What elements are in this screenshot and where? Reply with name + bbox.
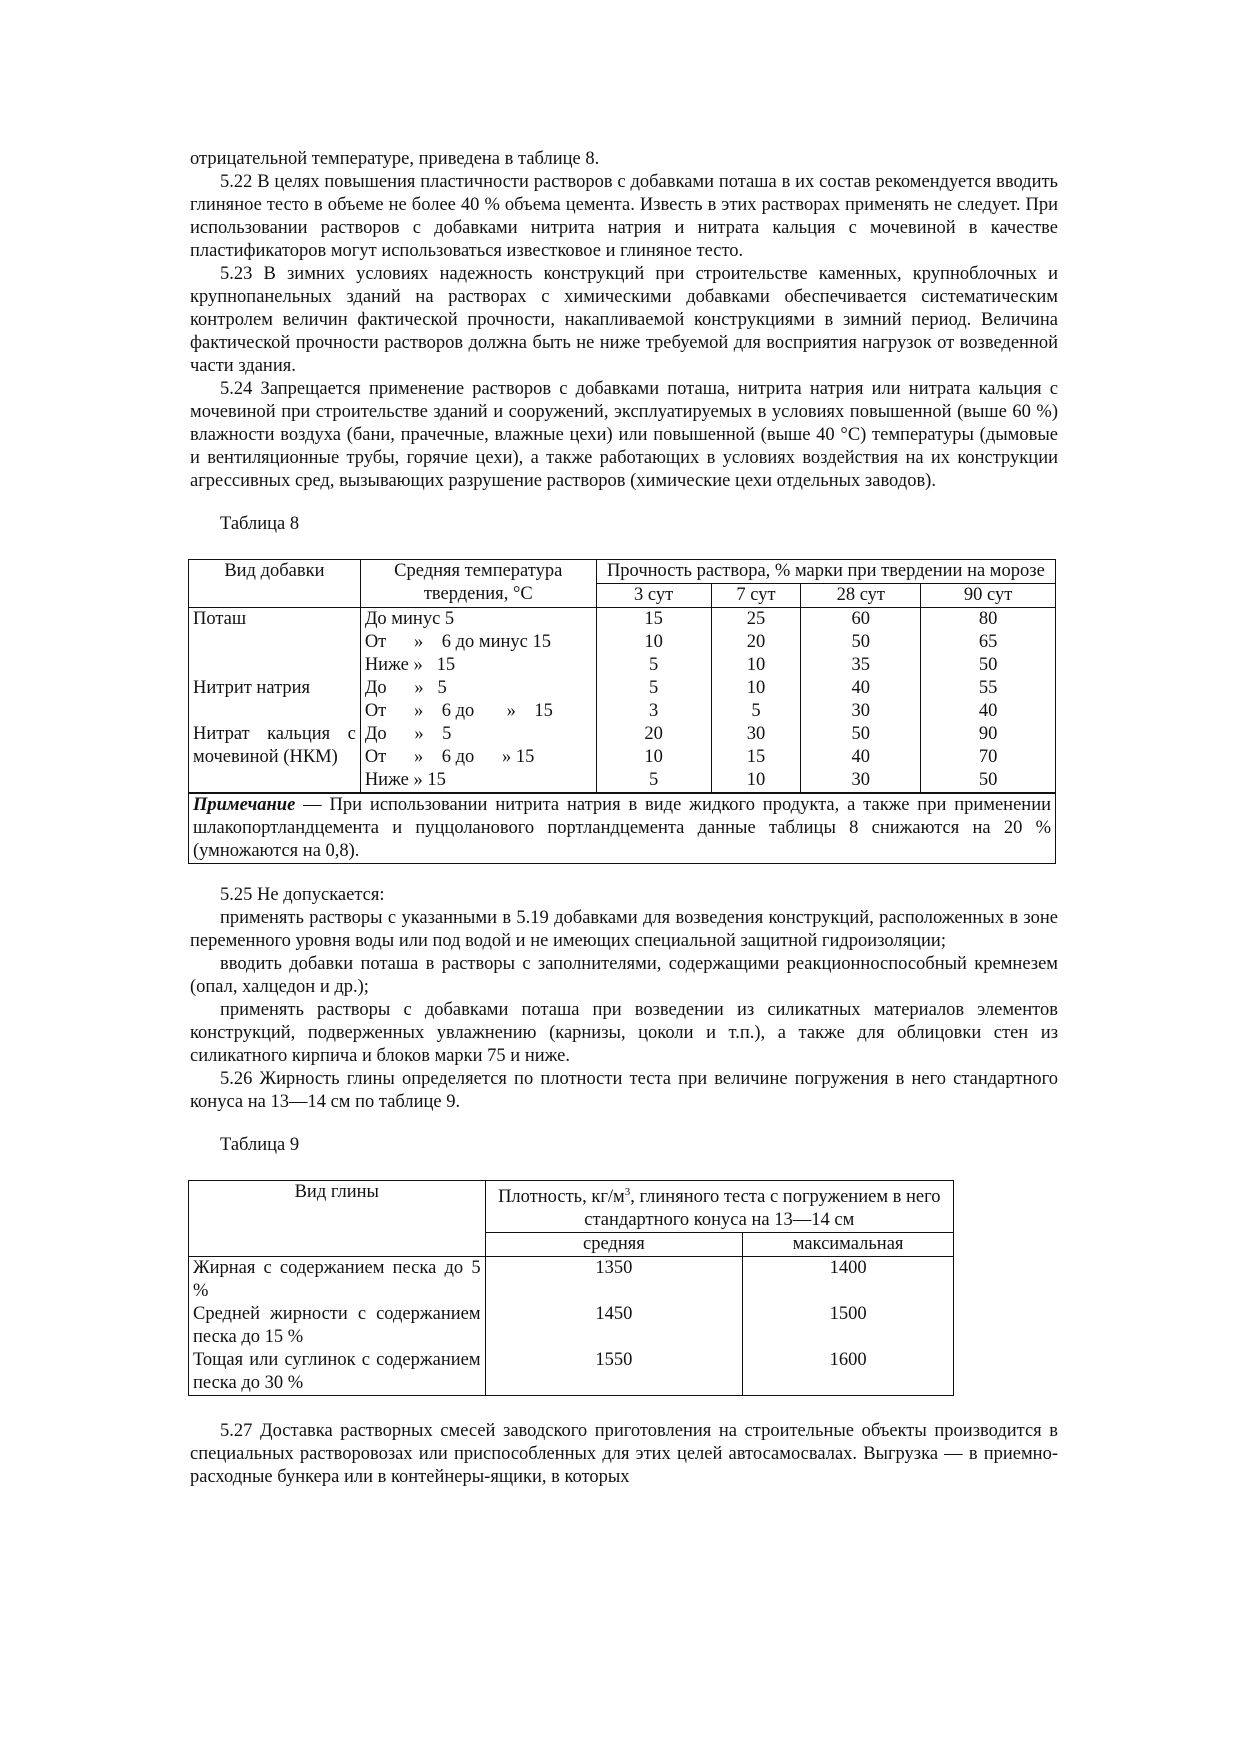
table-8-header-28d: 28 сут [801,584,921,608]
paragraph-list-item: вводить добавки поташа в растворы с заполнителями, содержащими реакционноспособный кремнезем (опал, халцедон и др.); [190,954,1058,997]
table-8-header-strength: Прочность раствора, % марки при твердении на морозе [596,560,1055,584]
table-8-header-additive: Вид добавки [189,560,361,608]
table-8-cell: 25 20 10 [711,608,801,678]
table-8-additive-sodium-nitrite: Нитрит натрия [189,677,361,723]
table-8-cell: 15 10 5 [596,608,711,678]
table-8-cell: 20 10 5 [596,723,711,793]
table-8-cell: 40 30 [801,677,921,723]
table-9 [188,1180,954,1396]
table-8-temps-sodium-nitrite: До » 5 От » 6 до » 15 [360,677,596,723]
paragraph-list-item: применять растворы с добавками поташа при возведении из силикатных материалов элементов конструкций, подверженных увлажнению (карнизы, цоколи и т.п.), а также для облицовки стен из силикатного кирпича и блоков марки 75 и ниже. [190,1000,1058,1066]
paragraph-list-item: применять растворы с указанными в 5.19 добавками для возведения конструкций, расположенных в зоне переменного уровня воды или под водой и не имеющих специальной защитной гидроизоляции; [190,908,1058,951]
paragraph-5-25: 5.25 Не допускается: [220,885,385,905]
table-8-note-text: — При использовании нитрита натрия в виде жидкого продукта, а также при применении шлакопортландцемента и пуццоланового портландцемента данные таблицы 8 снижаются на 20 % (умножаются на 0,8). [193,795,1051,861]
paragraph: отрицательной температуре, приведена в таблице 8. [190,149,600,169]
table-8-note [189,793,1056,864]
table-9-row-name: Тощая или суглинок с содержанием песка до 30 % [189,1349,486,1396]
table-8-cell: 80 65 50 [921,608,1056,678]
table-8-cell: 5 3 [596,677,711,723]
table-9-cell-maximum: 1600 [743,1349,954,1396]
table-8-header-3d: 3 сут [596,584,711,608]
table-9-caption: Таблица 9 [220,1135,300,1155]
table-9-row-name: Средней жирности с содержанием песка до 15 % [189,1303,486,1349]
table-8-additive-potash: Поташ [189,608,361,678]
table-8-header-90d: 90 сут [921,584,1056,608]
table-9-header-clay-type: Вид глины [189,1181,486,1257]
table-9-cell-average: 1550 [485,1349,743,1396]
table-8-header-temperature: Средняя температура твердения, °С [360,560,596,608]
section-5-27 [190,1420,1058,1489]
paragraph-5-22: 5.22 В целях повышения пластичности растворов с добавками поташа в их состав рекомендуется вводить глиняное тесто в объеме не более 40 % объема цемента. Известь в этих растворах применять не следует. При использовании растворов с добавками нитрита натрия и нитрата кальция с мочевиной в качестве пластификаторов могут использоваться известковое и глиняное тесто. [190,172,1058,261]
paragraph-5-27: 5.27 Доставка растворных смесей заводского приготовления на строительные объекты производится в специальных растворовозах или приспособленных для этих целей автосамосвалах. Выгрузка — в приемно-расходные бункера или в контейнеры-ящики, в которых [190,1421,1058,1488]
table-8-cell: 55 40 [921,677,1056,723]
table-8 [188,559,1056,864]
table-9-cell-average: 1450 [485,1303,743,1349]
table-9-cell-maximum: 1500 [743,1303,954,1349]
table-8-note-label: Примечание [193,795,296,815]
table-8-cell: 50 40 30 [801,723,921,793]
table-9-header-average: средняя [485,1233,743,1257]
table-9-header-density: Плотность, $кг/м^3$, глиняного теста с погружением в него стандартного конуса на 13—14 см [485,1181,953,1233]
paragraph-5-24: 5.24 Запрещается применение растворов с добавками поташа, нитрита натрия или нитрата кальция с мочевиной при строительстве зданий и сооружений, эксплуатируемых в условиях повышенной (выше 60 %) влажности воздуха (бани, прачечные, влажные цехи) или повышенной (выше 40 °С) температуры (дымовые и вентиляционные трубы, горячие цехи), а также работающих в условиях воздействия на их конструкции агрессивных сред, вызывающих разрушение растворов (химические цехи отдельных заводов). [190,379,1058,491]
table-9-cell-maximum: 1400 [743,1257,954,1304]
section-5-22-5-24 [190,148,1058,493]
table-8-caption: Таблица 8 [220,514,300,534]
table-8-cell: 60 50 35 [801,608,921,678]
table-8-cell: 10 5 [711,677,801,723]
table-9-row-name: Жирная с содержанием песка до 5 % [189,1257,486,1304]
table-8-header-7d: 7 сут [711,584,801,608]
table-8-cell: 90 70 50 [921,723,1056,793]
paragraph-5-23: 5.23 В зимних условиях надежность конструкций при строительстве каменных, крупноблочных и крупнопанельных зданий на растворах с химическими добавками обеспечивается систематическим контролем величин фактической прочности, накапливаемой конструкциями в зимний период. Величина фактической прочности растворов должна быть не ниже требуемой для восприятия нагрузок от возведенной части здания. [190,264,1058,376]
table-8-temps-nkm: До » 5 От » 6 до » 15 Ниже » 15 [360,723,596,793]
table-8-cell: 30 15 10 [711,723,801,793]
table-8-temps-potash: До минус 5 От » 6 до минус 15 Ниже » 15 [360,608,596,678]
paragraph-5-26: 5.26 Жирность глины определяется по плотности теста при величине погружения в него стандартного конуса на 13—14 см по таблице 9. [190,1069,1058,1112]
section-5-25-5-26 [190,884,1058,1114]
table-9-cell-average: 1350 [485,1257,743,1304]
table-8-additive-nkm: Нитрат кальция с мочевиной (НКМ) [189,723,361,793]
document-page [190,148,1058,1489]
table-9-header-maximum: максимальная [743,1233,954,1257]
